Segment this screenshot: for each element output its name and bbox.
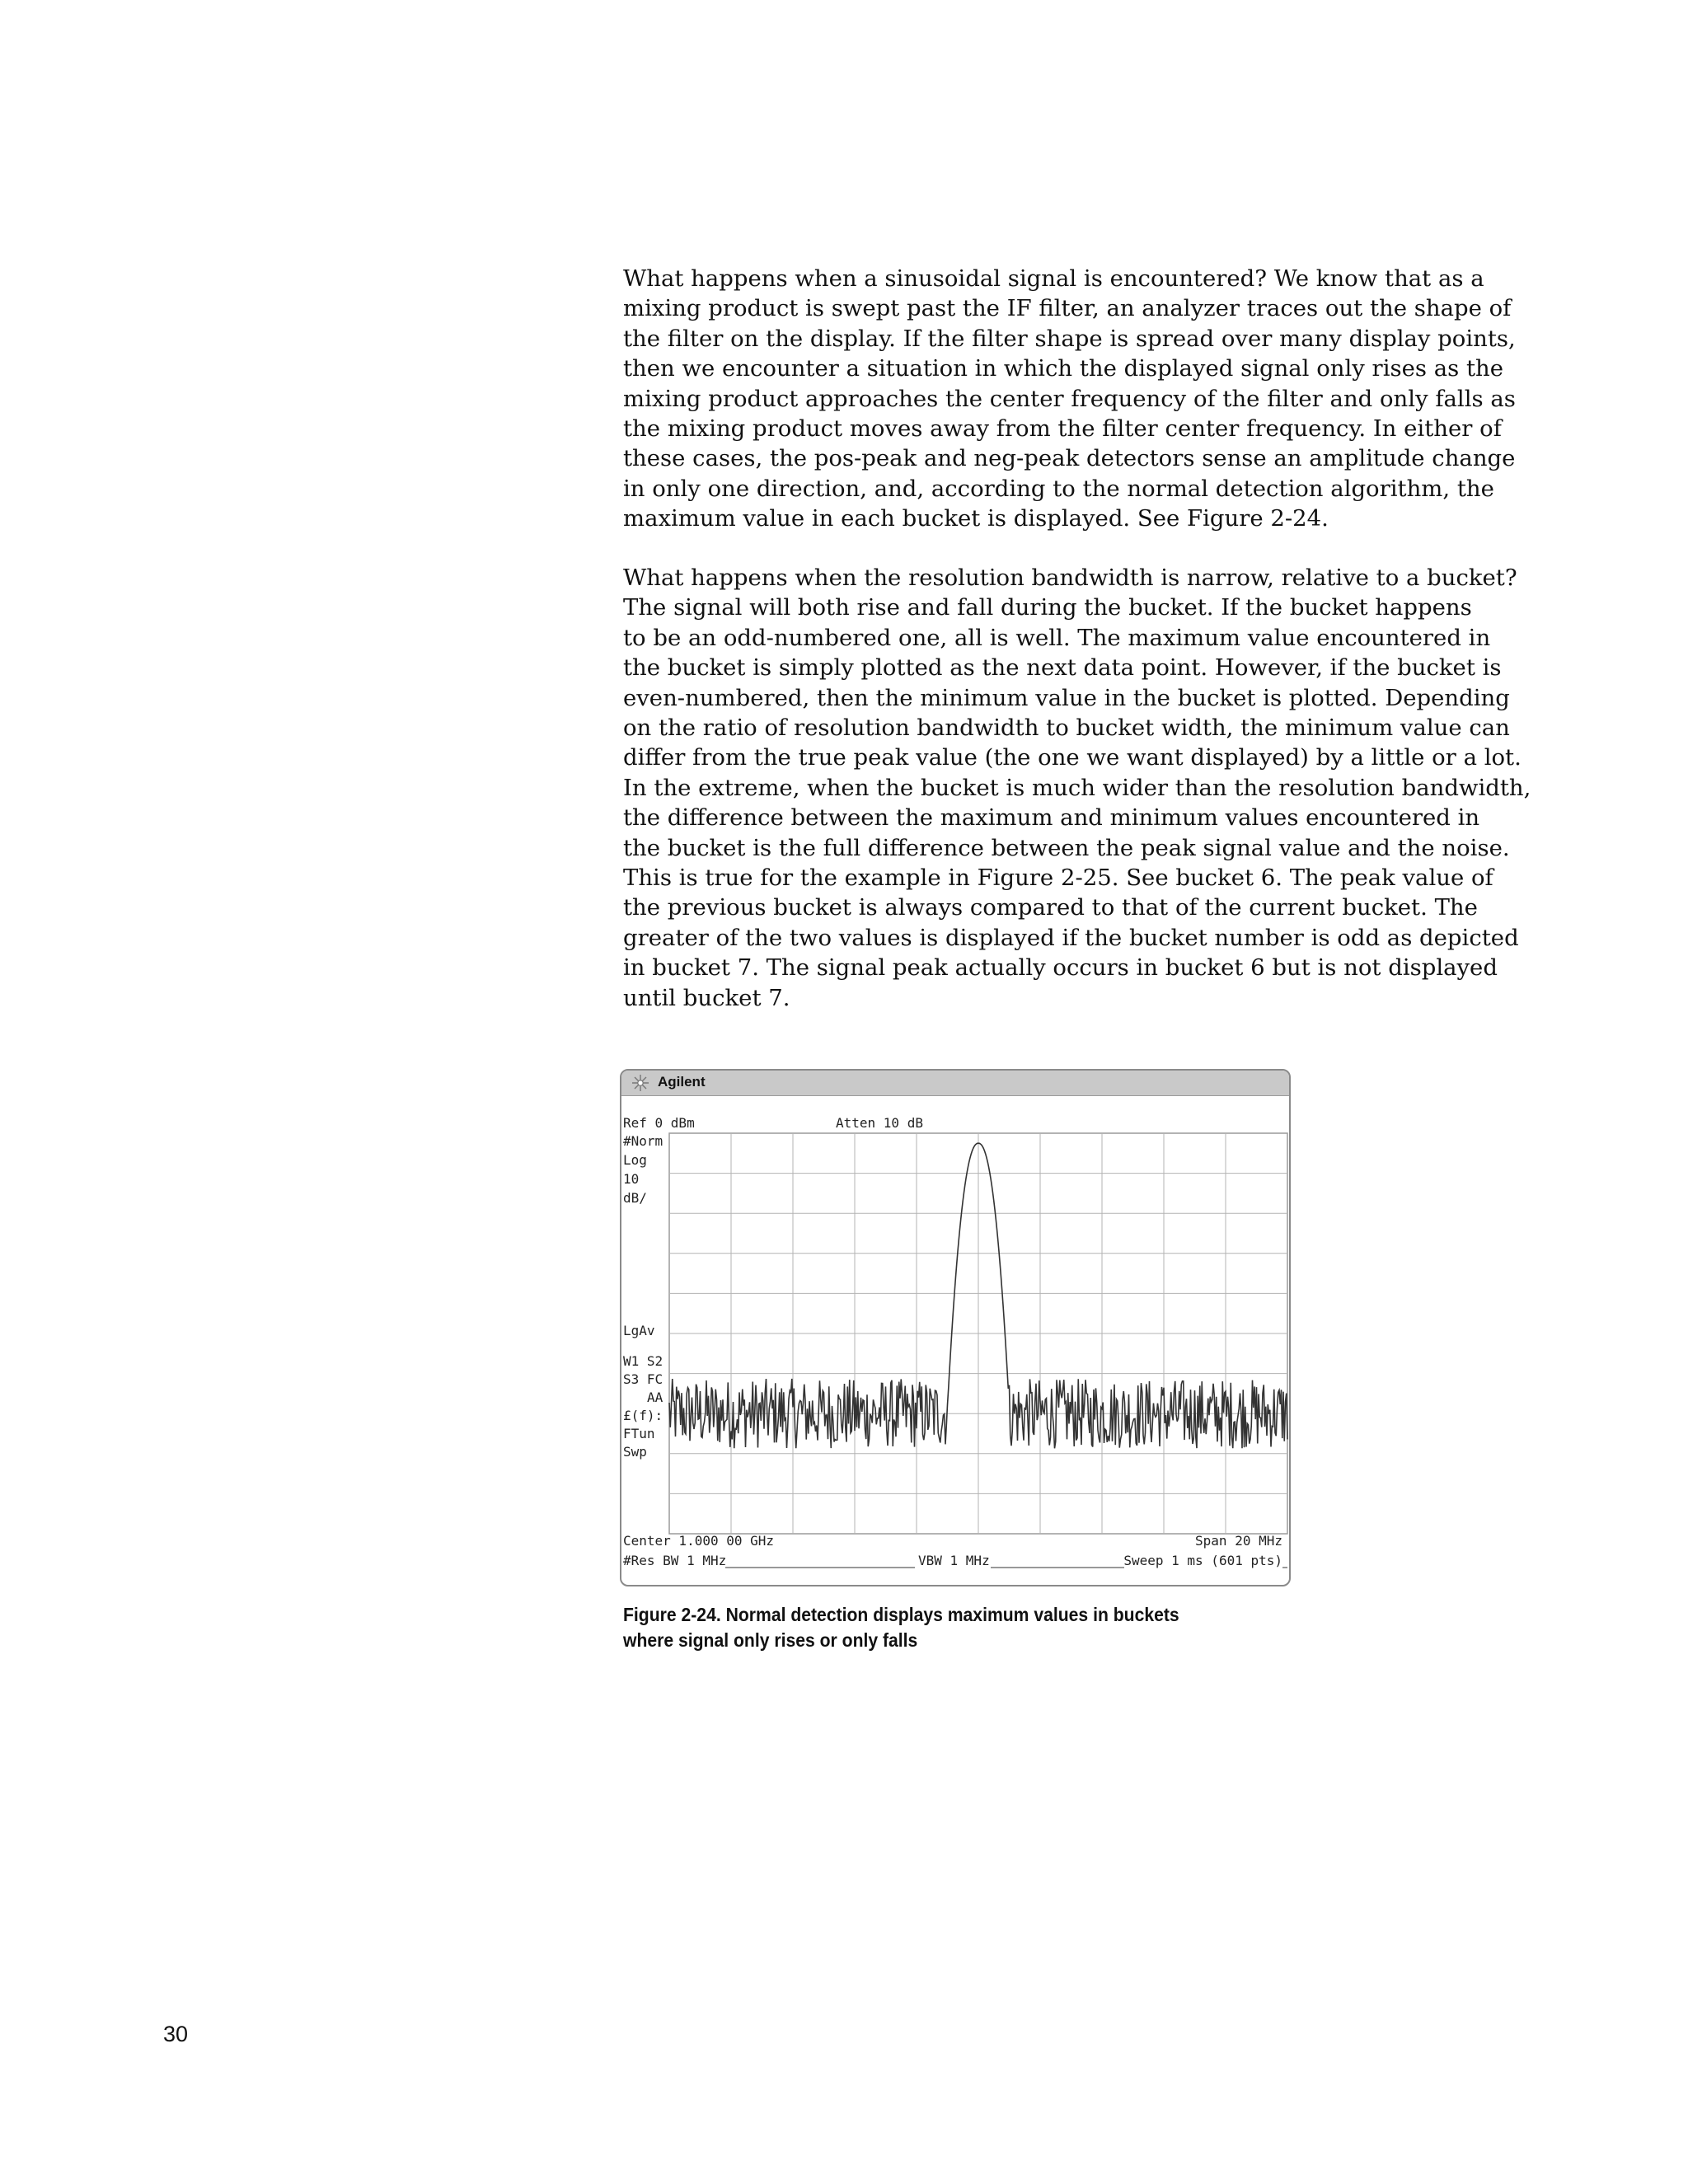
brand-name: Agilent bbox=[658, 1074, 706, 1090]
detector-label: #Norm bbox=[623, 1133, 663, 1149]
scale-unit-label: dB/ bbox=[623, 1190, 647, 1206]
text-line: differ from the true peak value (the one we want displayed) by a little or a lot. bbox=[623, 744, 1522, 771]
average-label: LgAv bbox=[623, 1323, 655, 1338]
text-line: the mixing product moves away from the filter center frequency. In either of bbox=[623, 415, 1502, 443]
page-number: 30 bbox=[163, 2022, 189, 2046]
text-line: until bucket 7. bbox=[623, 984, 790, 1011]
text-line: then we encounter a situation in which the displayed signal only rises as the bbox=[623, 355, 1504, 382]
text-line: in bucket 7. The signal peak actually occurs in bucket 6 but is not displayed bbox=[623, 954, 1498, 982]
trace-status-label: S3 FC bbox=[623, 1371, 663, 1387]
text-line: in only one direction, and, according to the normal detection algorithm, the bbox=[623, 475, 1494, 502]
attenuation-label: Atten 10 dB bbox=[836, 1115, 923, 1131]
trace-status-label: W1 S2 bbox=[623, 1353, 663, 1369]
text-line: maximum value in each bucket is displayed. See Figure 2-24. bbox=[623, 505, 1329, 532]
text-line: In the extreme, when the bucket is much wider than the resolution bandwidth, bbox=[623, 774, 1531, 801]
scale-type-label: Log bbox=[623, 1152, 647, 1168]
graticule bbox=[669, 1133, 1287, 1534]
sweep-time-label: Sweep 1 ms (601 pts) bbox=[1123, 1553, 1282, 1568]
center-frequency-label: Center 1.000 00 GHz bbox=[623, 1533, 775, 1549]
vbw-label: VBW 1 MHz bbox=[918, 1553, 990, 1568]
analyzer-display bbox=[621, 1071, 1289, 1585]
text-line: to be an odd-numbered one, all is well. The maximum value encountered in bbox=[623, 624, 1491, 651]
analyzer-screenshot bbox=[620, 1069, 1291, 1586]
body-paragraph-2 bbox=[623, 563, 1531, 1013]
text-line: This is true for the example in Figure 2-25. See bucket 6. The peak value of bbox=[623, 865, 1493, 892]
text-line: the previous bucket is always compared to that of the current bucket. The bbox=[623, 894, 1478, 921]
figure-caption bbox=[623, 1602, 1217, 1653]
tune-label: FTun bbox=[623, 1426, 655, 1441]
span-label: Span 20 MHz bbox=[1195, 1533, 1282, 1549]
trace-status-label: AA bbox=[647, 1390, 663, 1405]
body-paragraph-1 bbox=[623, 264, 1522, 534]
text-line: The signal will both rise and fall during the bucket. If the bucket happens bbox=[623, 594, 1472, 621]
text-line: even-numbered, then the minimum value in the bucket is plotted. Depending bbox=[623, 684, 1510, 711]
text-line: mixing product approaches the center frequency of the filter and only falls as bbox=[623, 385, 1516, 412]
text-line: What happens when a sinusoidal signal is encountered? We know that as a bbox=[623, 265, 1484, 292]
text-line: the difference between the maximum and minimum values encountered in bbox=[623, 804, 1480, 832]
text-line: mixing product is swept past the IF filter, an analyzer traces out the shape of bbox=[623, 295, 1512, 322]
sweep-mode-label: Swp bbox=[623, 1444, 647, 1460]
text-line: greater of the two values is displayed if the bucket number is odd as depicted bbox=[623, 924, 1519, 951]
ref-level-label: Ref 0 dBm bbox=[623, 1115, 695, 1131]
text-line: these cases, the pos-peak and neg-peak detectors sense an amplitude change bbox=[623, 445, 1516, 472]
text-line: the bucket is simply plotted as the next data point. However, if the bucket is bbox=[623, 654, 1502, 682]
caption-line: where signal only rises or only falls bbox=[623, 1629, 918, 1651]
text-line: the filter on the display. If the filter shape is spread over many display points, bbox=[623, 325, 1516, 352]
text-line: on the ratio of resolution bandwidth to bucket width, the minimum value can bbox=[623, 715, 1510, 742]
text-line: the bucket is the full difference between the peak signal value and the noise. bbox=[623, 834, 1510, 861]
caption-line: Figure 2-24. Normal detection displays maximum values in buckets bbox=[623, 1604, 1179, 1625]
frequency-label: £(f): bbox=[623, 1408, 663, 1423]
res-bw-label: #Res BW 1 MHz bbox=[623, 1553, 727, 1568]
scale-value-label: 10 bbox=[623, 1171, 640, 1187]
text-line: What happens when the resolution bandwidth is narrow, relative to a bucket? bbox=[623, 565, 1517, 591]
